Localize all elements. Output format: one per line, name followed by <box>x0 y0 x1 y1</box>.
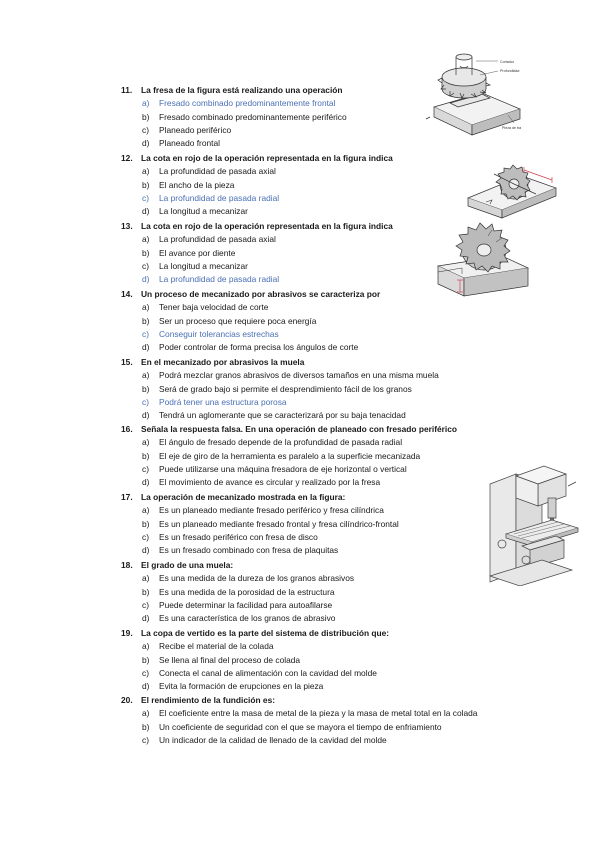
answer-option <box>121 504 521 517</box>
question-20 <box>121 694 521 747</box>
answer-option <box>121 341 521 354</box>
option-letter: a) <box>142 505 150 516</box>
figure-milling-machine <box>486 462 580 586</box>
question-number: 16. <box>121 424 133 434</box>
answer-option <box>121 476 521 489</box>
answer-option <box>121 707 519 720</box>
question-text: Un proceso de mecanizado por abrasivos se caracteriza por <box>141 289 381 299</box>
answer-option <box>121 192 521 205</box>
option-letter: c) <box>142 463 149 474</box>
answer-option <box>121 301 521 314</box>
option-text: El eje de giro de la herramienta es paralelo a la superficie mecanizada <box>159 450 421 461</box>
question-heading <box>121 491 521 504</box>
option-letter: a) <box>142 437 150 448</box>
answer-option <box>121 531 521 544</box>
question-number: 20. <box>121 695 133 705</box>
option-letter: c) <box>142 667 149 678</box>
answer-option <box>121 179 521 192</box>
figure-label-profundidad: Profundidad <box>500 69 520 73</box>
option-text: La profundidad de pasada radial <box>159 192 280 203</box>
question-text: La operación de mecanizado mostrada en la figura: <box>141 492 346 502</box>
question-19 <box>121 627 521 693</box>
option-letter: b) <box>142 179 150 190</box>
answer-option <box>121 721 521 734</box>
option-text: Es un planeado mediante fresado frontal y fresa cilíndrico-frontal <box>159 518 399 529</box>
option-text: Puede determinar la facilidad para autoafilarse <box>159 599 333 610</box>
option-letter: a) <box>142 573 150 584</box>
option-text: Es un planeado mediante fresado periférico y fresa cilíndrica <box>159 505 384 516</box>
option-letter: c) <box>142 396 149 407</box>
option-letter: a) <box>142 708 150 719</box>
answer-option <box>121 599 521 612</box>
option-text: Conseguir tolerancias estrechas <box>159 328 279 339</box>
figure-peripheral-milling-13 <box>432 222 534 298</box>
option-letter: d) <box>142 410 150 421</box>
answer-option <box>121 463 521 476</box>
option-text: Es una medida de la dureza de los granos abrasivos <box>159 573 355 584</box>
question-heading <box>121 152 521 165</box>
question-12 <box>121 152 521 218</box>
answer-option <box>121 205 521 218</box>
option-letter: d) <box>142 613 150 624</box>
option-letter: b) <box>142 315 150 326</box>
option-text: Evita la formación de erupciones en la pieza <box>159 681 324 692</box>
option-letter: d) <box>142 545 150 556</box>
option-letter: a) <box>142 98 150 109</box>
question-heading <box>121 694 521 707</box>
figure-peripheral-milling-12 <box>464 160 564 222</box>
question-number: 18. <box>121 560 133 570</box>
option-letter: d) <box>142 138 150 149</box>
option-letter: b) <box>142 721 150 732</box>
answer-option <box>121 436 521 449</box>
answer-option <box>121 680 521 693</box>
option-letter: b) <box>142 518 150 529</box>
answer-option <box>121 667 521 680</box>
option-letter: d) <box>142 477 150 488</box>
answer-option <box>121 409 521 422</box>
option-letter: d) <box>142 206 150 217</box>
option-letter: a) <box>142 234 150 245</box>
option-text: Fresado combinado predominantemente frontal <box>159 98 336 109</box>
option-text: La longitud a mecanizar <box>159 206 248 217</box>
answer-option <box>121 137 521 150</box>
option-letter: c) <box>142 734 149 745</box>
answer-option <box>121 654 521 667</box>
option-text: Ser un proceso que requiere poca energía <box>159 315 317 326</box>
question-number: 12. <box>121 153 133 163</box>
option-text: La profundidad de pasada radial <box>159 274 280 285</box>
figure-label-cortador: Cortador <box>500 60 514 64</box>
option-letter: d) <box>142 681 150 692</box>
answer-option <box>121 544 521 557</box>
option-letter: c) <box>142 599 149 610</box>
question-number: 17. <box>121 492 133 502</box>
option-text: Planeado periférico <box>159 124 232 135</box>
answer-option <box>121 734 521 747</box>
option-text: La profundidad de pasada axial <box>159 166 276 177</box>
answer-option <box>121 586 521 599</box>
option-letter: c) <box>142 192 149 203</box>
option-letter: b) <box>142 586 150 597</box>
option-letter: b) <box>142 247 150 258</box>
option-text: Es un fresado combinado con fresa de plaquitas <box>159 545 339 556</box>
option-letter: b) <box>142 111 150 122</box>
question-heading <box>121 356 521 369</box>
answer-option <box>121 572 521 585</box>
question-number: 11. <box>121 85 133 95</box>
option-text: Un coeficiente de seguridad con el que se mayora el tiempo de enfriamiento <box>159 721 442 732</box>
question-number: 13. <box>121 221 133 231</box>
question-18 <box>121 559 521 625</box>
option-letter: d) <box>142 274 150 285</box>
question-16 <box>121 423 521 489</box>
answer-option <box>121 369 521 382</box>
option-letter: a) <box>142 166 150 177</box>
option-letter: c) <box>142 531 149 542</box>
question-text: Señala la respuesta falsa. En una operación de planeado con fresado periférico <box>141 424 458 434</box>
question-number: 19. <box>121 628 133 638</box>
question-text: El grado de una muela: <box>141 560 234 570</box>
question-number: 15. <box>121 357 133 367</box>
option-text: Se llena al final del proceso de colada <box>159 654 301 665</box>
answer-option <box>121 612 521 625</box>
option-letter: a) <box>142 302 150 313</box>
option-letter: c) <box>142 124 149 135</box>
option-text: El ángulo de fresado depende de la profundidad de pasada radial <box>159 437 403 448</box>
option-text: Conecta el canal de alimentación con la cavidad del molde <box>159 667 377 678</box>
option-text: Es una característica de los granos de abrasivo <box>159 613 336 624</box>
answer-option <box>121 450 521 463</box>
answer-option <box>121 518 521 531</box>
question-text: El rendimiento de la fundición es: <box>141 695 276 705</box>
option-text: Es una medida de la porosidad de la estructura <box>159 586 335 597</box>
question-17 <box>121 491 521 557</box>
option-text: Puede utilizarse una máquina fresadora de eje horizontal o vertical <box>159 463 407 474</box>
answer-option <box>121 315 521 328</box>
question-text: La cota en rojo de la operación representada en la figura indica <box>141 153 393 163</box>
option-letter: b) <box>142 383 150 394</box>
option-letter: c) <box>142 260 149 271</box>
option-text: Tener baja velocidad de corte <box>159 302 269 313</box>
option-letter: b) <box>142 654 150 665</box>
question-heading <box>121 559 521 572</box>
question-15 <box>121 356 521 422</box>
option-text: La profundidad de pasada axial <box>159 234 276 245</box>
option-text: Tendrá un aglomerante que se caracterizará por su baja tenacidad <box>159 410 406 421</box>
option-text: Un indicador de la calidad de llenado de la cavidad del molde <box>159 734 387 745</box>
question-heading <box>121 627 521 640</box>
question-text: La fresa de la figura está realizando una operación <box>141 85 343 95</box>
option-letter: d) <box>142 342 150 353</box>
question-number: 14. <box>121 289 133 299</box>
option-text: La longitud a mecanizar <box>159 260 248 271</box>
option-text: Podrá tener una estructura porosa <box>159 396 287 407</box>
question-text: En el mecanizado por abrasivos la muela <box>141 357 305 367</box>
answer-option <box>121 640 521 653</box>
option-text: Recibe el material de la colada <box>159 641 274 652</box>
option-letter: c) <box>142 328 149 339</box>
option-text: Será de grado bajo si permite el desprendimiento fácil de los granos <box>159 383 412 394</box>
option-letter: a) <box>142 641 150 652</box>
option-text: El avance por diente <box>159 247 236 258</box>
answer-option <box>121 165 521 178</box>
option-text: El movimiento de avance es circular y realizado por la fresa <box>159 477 381 488</box>
option-text: Podrá mezclar granos abrasivos de diversos tamaños en una misma muela <box>159 370 439 381</box>
question-text: La cota en rojo de la operación representada en la figura indica <box>141 221 393 231</box>
option-letter: b) <box>142 450 150 461</box>
option-text: Planeado frontal <box>159 138 220 149</box>
figure-label-pieza: Pieza de tra <box>502 126 522 130</box>
question-heading <box>121 423 521 436</box>
option-text: El ancho de la pieza <box>159 179 235 190</box>
option-text: Fresado combinado predominantemente periférico <box>159 111 347 122</box>
answer-option <box>121 383 521 396</box>
option-text: Poder controlar de forma precisa los ángulos de corte <box>159 342 359 353</box>
answer-option <box>121 328 521 341</box>
option-text: Es un fresado periférico con fresa de disco <box>159 531 318 542</box>
figure-face-milling <box>420 53 528 137</box>
answer-option <box>121 396 521 409</box>
option-text: El coeficiente entre la masa de metal de la pieza y la masa de metal total en la colada <box>159 708 478 719</box>
question-text: La copa de vertido es la parte del sistema de distribución que: <box>141 628 390 638</box>
option-letter: a) <box>142 370 150 381</box>
